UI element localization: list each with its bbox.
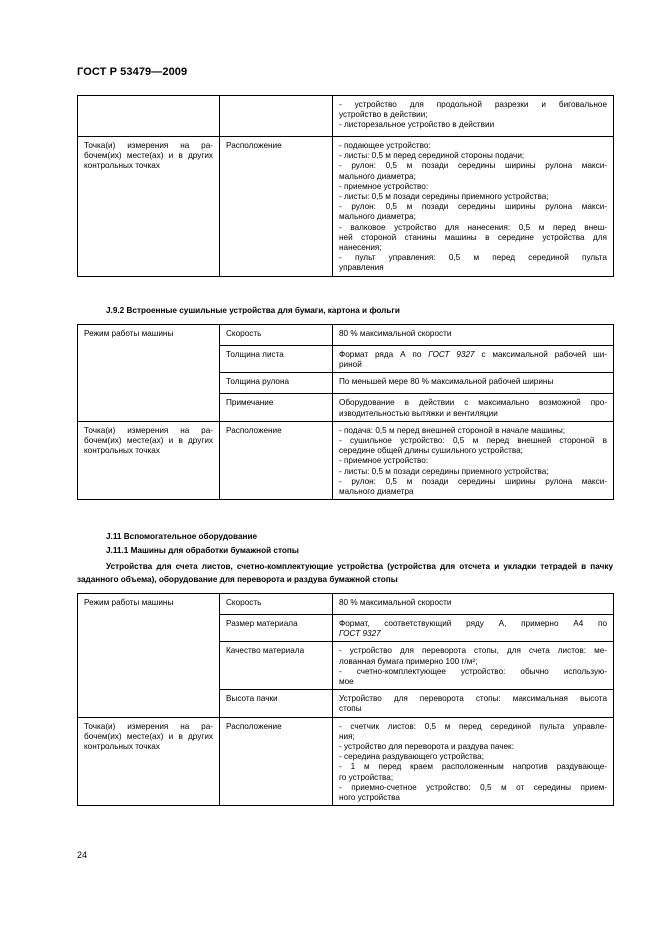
cell-line: стопы [339, 704, 362, 714]
table-paper-stack-machines [77, 593, 614, 806]
param-label: Качество материала [220, 642, 333, 690]
param-label: Толщина листа [220, 346, 333, 373]
cell-line: середине общей длины сушильного устройства; [339, 446, 523, 456]
table-cell [78, 96, 220, 137]
cell-line: - приемное устройство: [339, 456, 429, 466]
location-details [333, 137, 614, 277]
measurement-points-label: Точка(и) измерения на ра- бочем(их) месте(ах) и в других контрольных точках [78, 137, 220, 277]
param-value [333, 346, 614, 373]
measurement-points-label: Точка(и) измерения на ра- бочем(их) месте(ах) и в других контрольных точках [78, 421, 220, 499]
cell-line: - устройство для переворота и раздува пачек: [339, 742, 514, 752]
cell-line: - устройство для продольной разрезки и биговальное [339, 100, 607, 109]
standard-reference: ГОСТ 9327 [428, 350, 475, 359]
operating-mode-label: Режим работы машины [78, 594, 220, 718]
cell-line: - подающее устройство: [339, 141, 431, 150]
location-label: Расположение [220, 421, 333, 499]
cell-line: мального диаметра; [339, 212, 416, 222]
param-value [333, 690, 614, 717]
cell-line: - 1 м перед краем расположенным напротив раздувающе- [339, 762, 607, 772]
table-cell [333, 96, 614, 137]
table-cell [220, 96, 333, 137]
cell-line: го устройства; [339, 772, 394, 782]
cell-line: - листы: 0,5 м позади середины приемного устройства; [339, 466, 549, 476]
param-label: Скорость [220, 594, 333, 615]
param-value [333, 394, 614, 421]
cell-line: управления [339, 263, 384, 273]
paragraph-counting-devices: Устройства для счета листов, счетно-комплектующие устройства (устройства для отсчета и укладки тетрадей в пачку заданного объема), оборудование для переворота и раздува бумажной стопы [77, 562, 613, 584]
section-heading-j11: J.11 Вспомогательное оборудование [106, 532, 258, 541]
cell-line: - подача: 0,5 м перед внешней стороной в начале машины; [339, 425, 566, 435]
param-value [333, 642, 614, 690]
document-header: ГОСТ Р 53479—2009 [77, 66, 188, 78]
cell-line: - листы: 0,5 м позади середины приемного устройства; [339, 192, 549, 202]
table-row [78, 594, 614, 615]
location-details [333, 421, 614, 499]
cell-line: - счетно-комплектующее устройство: обычно использую- [339, 666, 607, 676]
param-value: По меньшей мере 80 % максимальной рабочей ширины [333, 373, 614, 394]
cell-line: - пульт управления: 0,5 м перед серединой пульта [339, 253, 607, 263]
section-heading-j111: J.11.1 Машины для обработки бумажной стопы [106, 546, 299, 555]
cell-line: - рулон: 0,5 м позади середины ширины рулона макси- [339, 161, 607, 171]
param-value: 80 % максимальной скорости [333, 594, 614, 615]
cell-line: ного устройства [339, 793, 400, 803]
cell-line: - рулон: 0,5 м позади середины ширины рулона макси- [339, 476, 607, 486]
cell-line: мое [339, 677, 354, 687]
cell-line: - листорезальное устройство в действии [339, 120, 495, 130]
cell-line: Устройство для переворота стопы: максимальная высота [339, 694, 607, 704]
cell-line: - середина раздувающего устройства; [339, 752, 484, 762]
cell-line: мального диаметра; [339, 171, 416, 181]
table-row [78, 421, 614, 499]
cell-line: - приемно-счетное устройство: 0,5 м от середины прием- [339, 782, 607, 792]
cell-line: Формат ряда А по ГОСТ 9327 с максимальной рабочей ши- [339, 350, 608, 359]
cell-line: лованная бумага примерно 100 г/м²; [339, 656, 478, 666]
table-row [78, 325, 614, 346]
cell-line: ней стороной станины машины в середине устройства для [339, 232, 607, 242]
cell-line: изводительностью вытяжки и вентиляции [339, 408, 498, 418]
cell-line: - приемное устройство: [339, 181, 429, 191]
cell-line: - счетчик листов: 0,5 м перед серединой пульта управле- [339, 721, 607, 731]
location-details [333, 717, 614, 806]
cell-line: ния; [339, 731, 355, 741]
cell-line: - валковое устройство для нанесения: 0,5 м перед внеш- [339, 222, 607, 232]
operating-mode-label: Режим работы машины [78, 325, 220, 422]
cell-line: - листы: 0,5 м перед серединой стороны подачи; [339, 151, 525, 161]
param-label: Высота пачки [220, 690, 333, 717]
measurement-points-label: Точка(и) измерения на ра- бочем(их) месте(ах) и в других контрольных точках [78, 717, 220, 806]
cell-line: мального диаметра [339, 487, 414, 497]
table-drying-devices [77, 324, 614, 500]
param-label: Размер материала [220, 615, 333, 642]
table-row [78, 96, 614, 137]
table-row [78, 717, 614, 806]
section-heading-j92: J.9.2 Встроенные сушильные устройства для бумаги, картона и фольги [106, 306, 400, 315]
param-value: 80 % максимальной скорости [333, 325, 614, 346]
standard-reference: ГОСТ 9327 [339, 629, 381, 639]
location-label: Расположение [220, 137, 333, 277]
cell-line: Оборудование в действии с максимально возможной про- [339, 398, 607, 408]
table-row [78, 137, 614, 277]
page-number: 24 [77, 850, 88, 860]
cell-line: риной [339, 360, 362, 370]
table-measurement-continued [77, 95, 614, 277]
cell-line: Формат, соответствующий ряду А, примерно А4 по [339, 619, 607, 628]
param-label: Примечание [220, 394, 333, 421]
cell-line: - сушильное устройство: 0,5 м перед внешней стороной в [339, 436, 607, 446]
cell-line: - рулон: 0,5 м позади середины ширины рулона макси- [339, 202, 607, 212]
param-label: Толщина рулона [220, 373, 333, 394]
cell-line: устройство в действии; [339, 110, 428, 120]
location-label: Расположение [220, 717, 333, 806]
param-label: Скорость [220, 325, 333, 346]
cell-line: - устройство для переворота стопы, для счета листов: ме- [339, 646, 607, 656]
param-value [333, 615, 614, 642]
cell-line: нанесения; [339, 243, 382, 253]
